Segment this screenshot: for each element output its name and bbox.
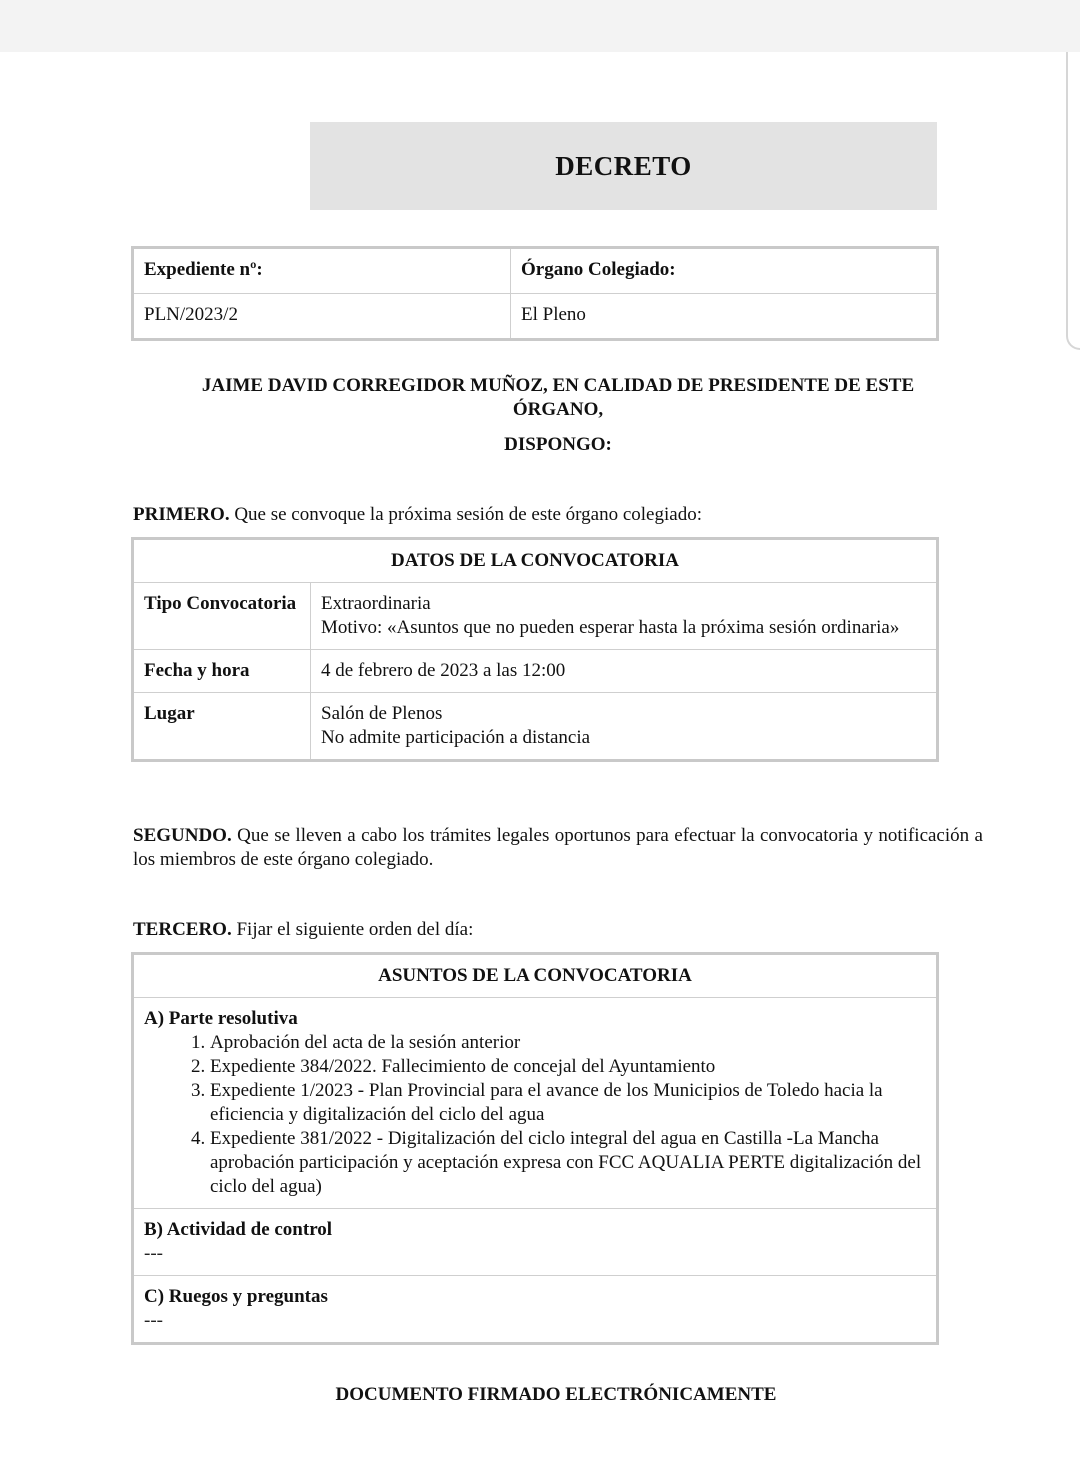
expediente-value: PLN/2023/2: [134, 294, 511, 339]
scrollbar[interactable]: [1066, 52, 1080, 350]
tipo-label: Tipo Convocatoria: [134, 583, 311, 650]
presidente-line2: ÓRGANO,: [512, 399, 604, 420]
motivo-text: Motivo: «Asuntos que no pueden esperar hasta la próxima sesión ordinaria»: [321, 617, 900, 638]
parte-resolutiva-title: A) Parte resolutiva: [144, 1008, 298, 1029]
asuntos-list: [144, 1031, 926, 1199]
tipo-cell: [311, 583, 937, 650]
asuntos-header: ASUNTOS DE LA CONVOCATORIA: [134, 955, 937, 998]
segundo-paragraph: [133, 824, 983, 872]
fecha-value: 4 de febrero de 2023 a las 12:00: [311, 650, 937, 693]
list-item: 2. Expediente 384/2022. Fallecimiento de concejal del Ayuntamiento: [210, 1055, 926, 1079]
list-item: 1. Aprobación del acta de la sesión anterior: [210, 1031, 926, 1055]
parte-resolutiva-cell: [134, 998, 937, 1209]
ruegos-cell: [134, 1276, 937, 1343]
firmado-footer: DOCUMENTO FIRMADO ELECTRÓNICAMENTE: [335, 1384, 777, 1405]
tipo-value: Extraordinaria: [321, 593, 431, 614]
convocatoria-table: [133, 539, 937, 760]
actividad-control-title: B) Actividad de control: [144, 1219, 333, 1240]
dispongo-heading: DISPONGO:: [504, 434, 612, 455]
actividad-control-cell: [134, 1209, 937, 1276]
presidente-heading: [133, 374, 983, 422]
list-item: 4. Expediente 381/2022 - Digitalización del ciclo integral del agua en Castilla -La Mancha aprobación participación y aceptación expresa con FCC AQUALIA PERTE digitalización del ciclo del agua): [210, 1127, 926, 1199]
fecha-label: Fecha y hora: [134, 650, 311, 693]
segundo-label: SEGUNDO.: [133, 825, 232, 846]
asuntos-table: [133, 954, 937, 1343]
header-table: [133, 248, 937, 339]
actividad-control-value: ---: [144, 1243, 163, 1264]
primero-label: PRIMERO.: [133, 504, 230, 525]
primero-text: Que se convoque la próxima sesión de este órgano colegiado:: [229, 504, 702, 525]
presidente-line1: JAIME DAVID CORREGIDOR MUÑOZ, EN CALIDAD DE PRESIDENTE DE ESTE: [201, 375, 915, 396]
lugar-value: Salón de Plenos: [321, 703, 443, 724]
organo-value: El Pleno: [511, 294, 937, 339]
document-title: DECRETO: [310, 122, 937, 210]
convocatoria-header: DATOS DE LA CONVOCATORIA: [134, 540, 937, 583]
primero-paragraph: [133, 503, 983, 527]
tercero-text: Fijar el siguiente orden del día:: [231, 919, 474, 940]
tercero-label: TERCERO.: [133, 919, 232, 940]
top-bar: [0, 0, 1080, 52]
expediente-label: Expediente nº:: [134, 249, 511, 294]
ruegos-title: C) Ruegos y preguntas: [144, 1286, 328, 1307]
list-item: 3. Expediente 1/2023 - Plan Provincial para el avance de los Municipios de Toledo hacia la eficiencia y digitalización del ciclo del agua: [210, 1079, 926, 1127]
segundo-text: Que se lleven a cabo los trámites legales oportunos para efectuar la convocatoria y notificación a los miembros de este órgano colegiado.: [133, 825, 983, 870]
ruegos-value: ---: [144, 1310, 163, 1331]
organo-label: Órgano Colegiado:: [511, 249, 937, 294]
lugar-cell: [311, 693, 937, 760]
lugar-note: No admite participación a distancia: [321, 727, 591, 748]
tercero-paragraph: [133, 918, 983, 942]
lugar-label: Lugar: [134, 693, 311, 760]
